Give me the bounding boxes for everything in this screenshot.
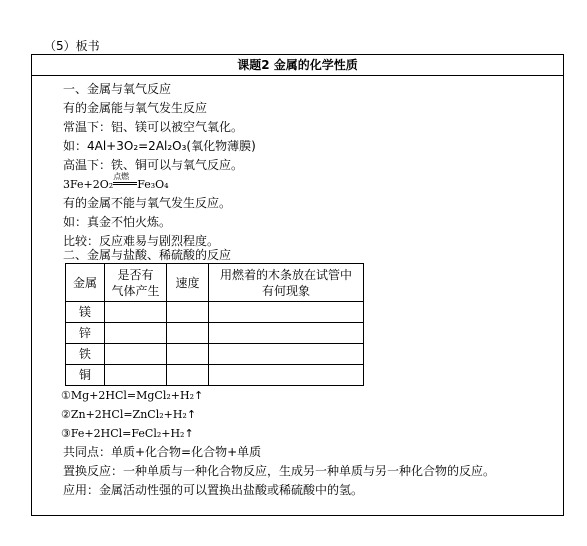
metal-cell: 锌: [66, 323, 105, 344]
table-row: [66, 302, 364, 323]
ignite-label: 点燃: [113, 172, 130, 181]
table-row: [66, 323, 364, 344]
ignite-condition: [113, 172, 137, 188]
table-row: [66, 365, 364, 386]
gas-arrow-icon: ↑: [184, 427, 194, 440]
table-header-cell: 金属: [66, 264, 105, 302]
metal-cell: 铜: [66, 365, 105, 386]
part1-heading: 一、金属与氧气反应: [63, 82, 172, 96]
application-line: 应用：金属活动性强的可以置换出盐酸或稀硫酸中的氢。: [63, 483, 364, 497]
aluminum-example: [63, 137, 256, 155]
zn-hcl-equation: ②Zn+2HCl=ZnCl₂+H₂↑: [61, 408, 197, 421]
room-temp-line: 常温下：铝、镁可以被空气氧化。: [63, 120, 244, 134]
fe-eq-right: Fe₃O₄: [137, 178, 169, 191]
table-header-cell: 是否有 气体产生: [105, 264, 167, 302]
table-header-cell: 速度: [167, 264, 209, 302]
common-point-line: 共同点：单质+化合物=化合物+单质: [63, 445, 262, 459]
table-header-cell: 用燃着的木条放在试管中 有何现象: [209, 264, 364, 302]
table-row: [66, 344, 364, 365]
metal-cell: 铁: [66, 344, 105, 365]
high-temp-line: 高温下：铁、铜可以与氧气反应。: [63, 158, 244, 172]
metals-no-react-line: 有的金属不能与氧气发生反应。: [63, 196, 232, 210]
section-label: （5）板书: [44, 39, 100, 53]
iron-oxygen-equation: [63, 172, 169, 194]
aluminum-equation: 如：4Al+3O₂=2Al₂O₃(氧化物薄膜): [63, 139, 256, 153]
compare-line: 比较：反应难易与剧烈程度。: [63, 234, 220, 248]
metals-react-line: 有的金属能与氧气发生反应: [63, 101, 208, 115]
fe-hcl-equation: ③Fe+2HCl=FeCl₂+H₂↑: [61, 427, 194, 440]
blackboard-box: [31, 54, 564, 516]
lesson-title: 课题2 金属的化学性质: [32, 55, 563, 76]
table-header-row: [66, 264, 364, 302]
metal-cell: 镁: [66, 302, 105, 323]
displacement-definition: 置换反应：一种单质与一种化合物反应，生成另一种单质与另一种化合物的反应。: [63, 464, 496, 478]
fe-eq-left: 3Fe+2O₂: [63, 178, 114, 191]
gas-arrow-icon: ↑: [186, 408, 197, 421]
mg-hcl-equation: ①Mg+2HCl=MgCl₂+H₂↑: [61, 389, 204, 402]
gas-arrow-icon: ↑: [194, 389, 204, 402]
part2-heading: 二、金属与盐酸、稀硫酸的反应: [63, 248, 232, 262]
metal-acid-table: [65, 263, 364, 386]
gold-example: 如：真金不怕火炼。: [63, 215, 172, 229]
